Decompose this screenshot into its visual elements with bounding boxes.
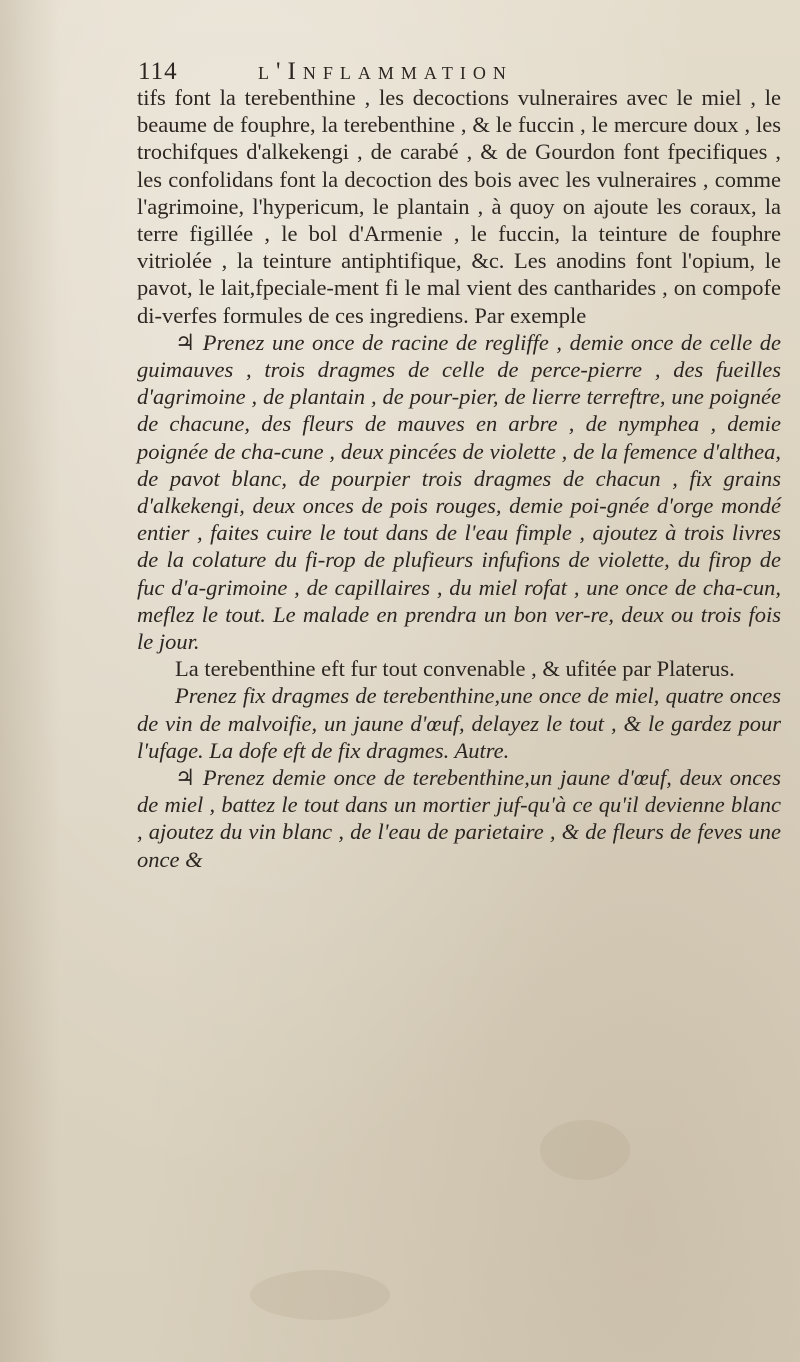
body-text [137,84,781,873]
running-head: l'Inflammation [258,58,513,85]
paragraph-recipe-2: Prenez fix dragmes de terebenthine,une once de miel, quatre onces de vin de malvoifie, un jaune d'œuf, delayez le tout , & le gardez pour l'ufage. La dofe eft de fix dragmes. Autre. [137,683,781,763]
paragraph-recipe-1: ♃ Prenez une once de racine de regliffe , demie once de celle de guimauves , trois dragmes de celle de perce-pierre , des fueilles d'agrimoine , de plantain , de pour-pier, de lierre terreftre, une poignée de chacune, des fleurs de mauves en arbre , de nymphea , demie poignée de cha-cune , deux pincées de violette , de la femence d'althea, de pavot blanc, de pourpier trois dragmes de chacun , fix grains d'alkekengi, deux onces de pois rouges, demie poi-gnée d'orge mondé entier , faites cuire le tout dans de l'eau fimple , ajoutez à trois livres de la colature du fi-rop de plufieurs infufions de violette, du firop de fuc d'a-grimoine , de capillaires , du miel rofat , une once de cha-cun, meflez le tout. Le malade en prendra un bon ver-re, deux ou trois fois le jour. [137,329,781,655]
paragraph-remedies: tifs font la terebenthine , les decoctions vulneraires avec le miel , le beaume de fouphre, la terebenthine , & le fuccin , le mercure doux , les trochifques d'alkekengi , de carabé , & de Gourdon font fpecifiques , les confolidans font la decoction des bois avec les vulneraires , comme l'agrimoine, l'hypericum, le plantain , à quoy on ajoute les coraux, la terre figillée , le bol d'Armenie , le fuccin, la teinture de fouphre vitriolée , la teinture antiphtifique, &c. Les anodins font l'opium, le pavot, le lait,fpeciale-ment fi le mal vient des cantharides , on compofe di-verfes formules de ces ingrediens. Par exemple [137,85,781,328]
paper-stain [250,1270,390,1320]
paper-stain [540,1120,630,1180]
page-gutter-shadow [0,0,60,1362]
paragraph-recipe-3: ♃ Prenez demie once de terebenthine,un jaune d'œuf, deux onces de miel , battez le tout dans un mortier juf-qu'à ce qu'il devienne blanc , ajoutez du vin blanc , de l'eau de parietaire , & de fleurs de feves une once & [137,765,781,872]
page-number: 114 [138,58,178,85]
paragraph-terebenthine: La terebenthine eft fur tout convenable , & ufitée par Platerus. [175,656,735,682]
